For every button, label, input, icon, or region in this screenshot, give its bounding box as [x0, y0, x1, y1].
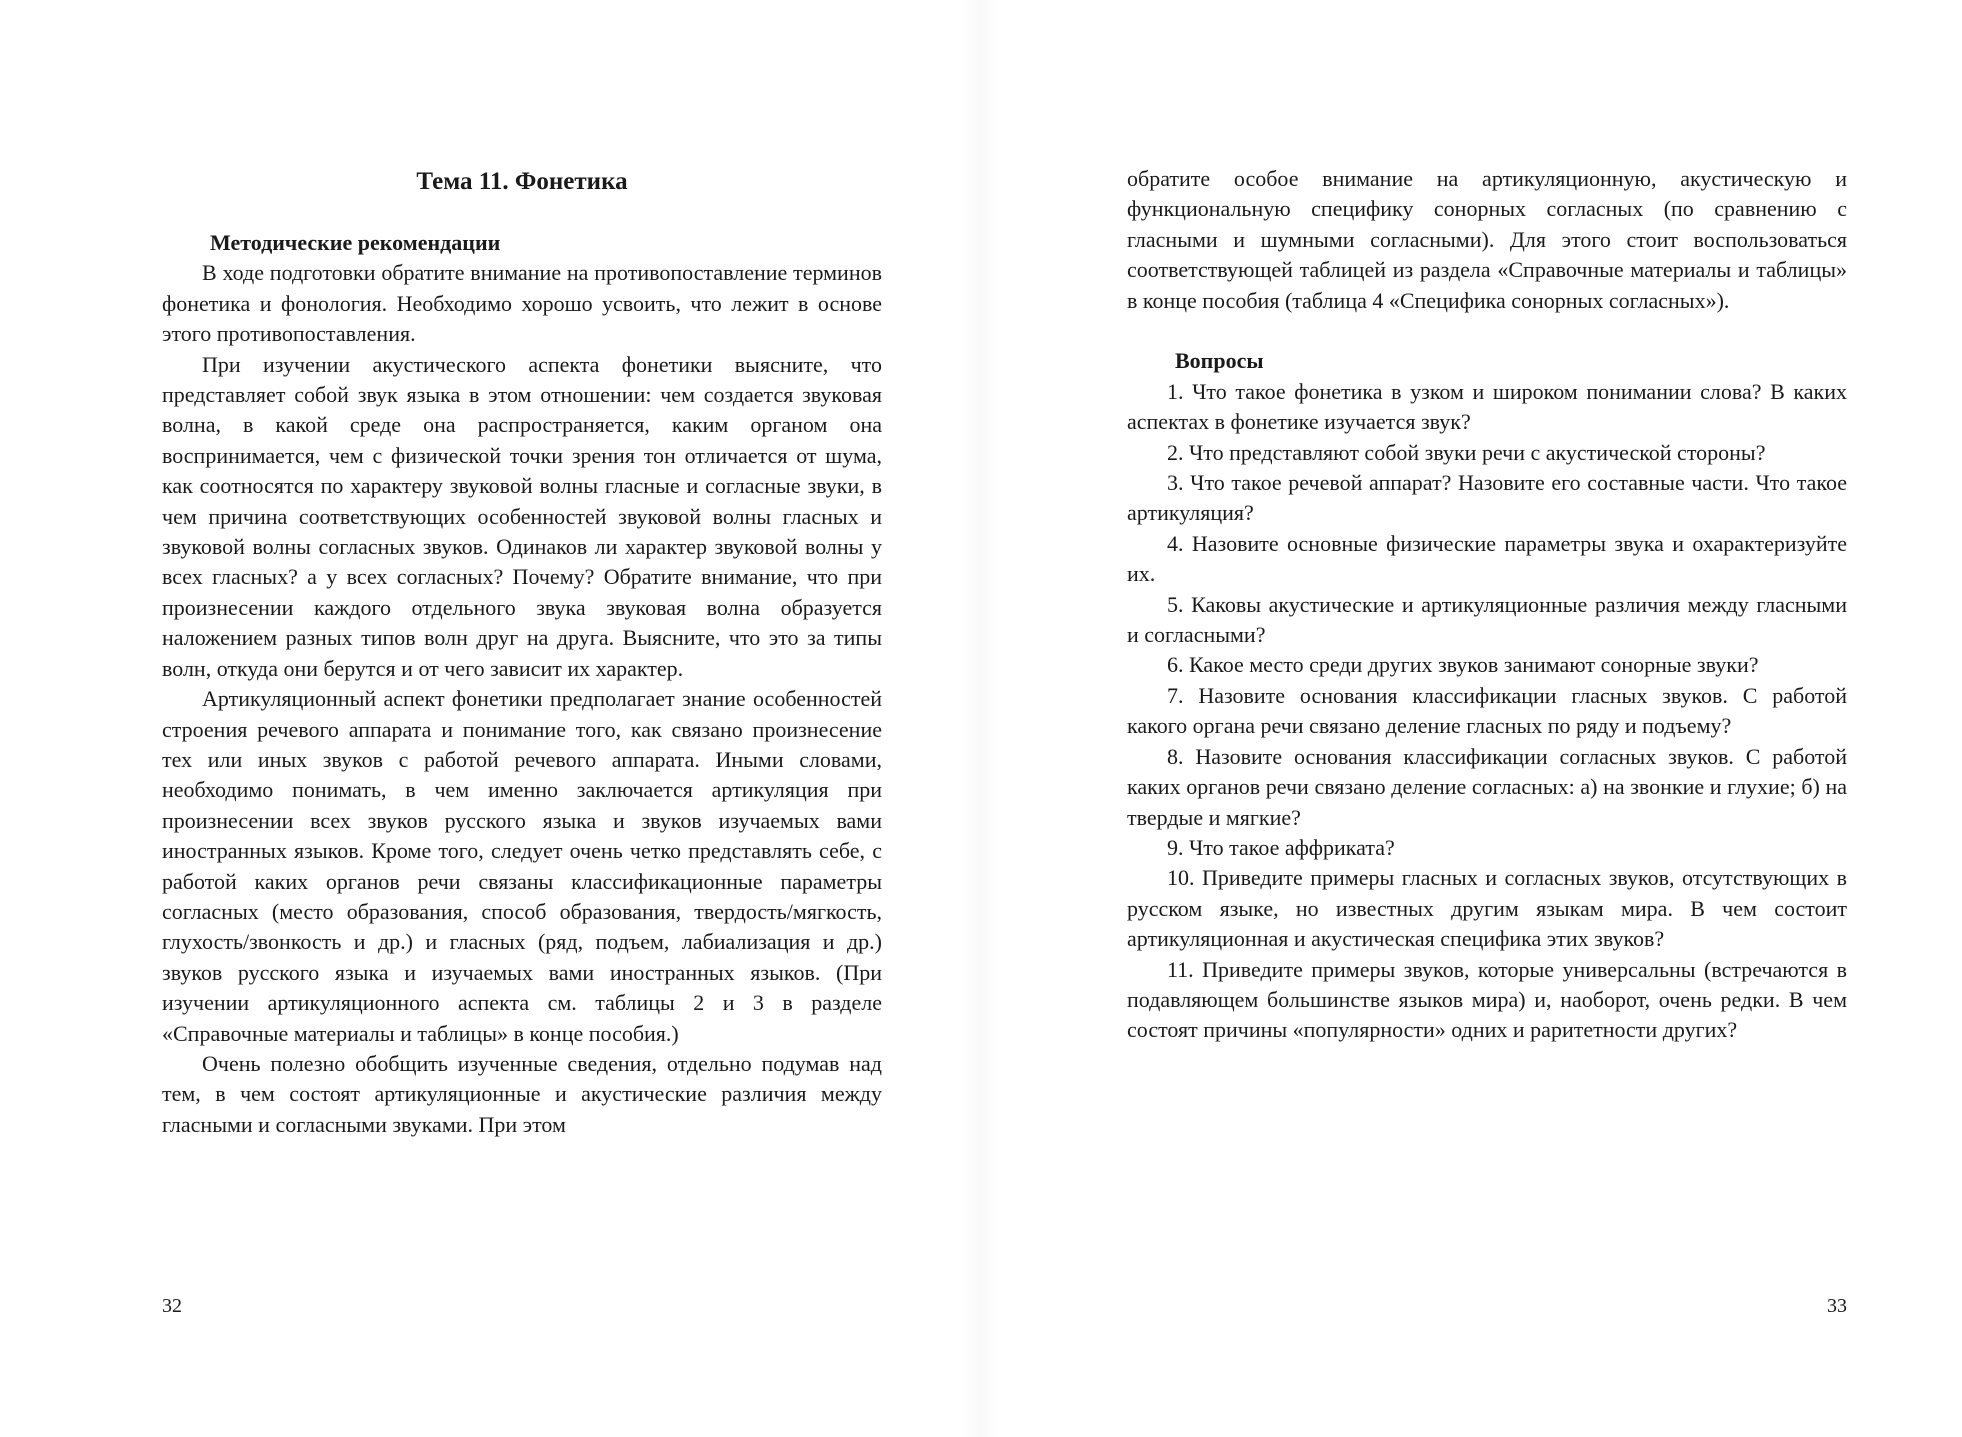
right-text-block [1127, 164, 1847, 1046]
question-item: 11. Приведите примеры звуков, которые универсальны (встречаются в подавляющем большинстве языков мира) и, наоборот, очень редки. В чем состоят причины «популярности» одних и раритетности других? [1127, 956, 1847, 1043]
question-item: 9. Что такое аффриката? [1167, 834, 1395, 860]
question-item: 8. Назовите основания классификации согласных звуков. С работой каких органов речи связано деление согласных: а) на звонкие и глухие; б) на твердые и мягкие? [1127, 743, 1847, 830]
paragraph-terms: В ходе подготовки обратите внимание на противопоставление терминов фонетика и фонология. Необходимо хорошо усвоить, что лежит в основе этого противопоставления. [162, 260, 882, 347]
paragraph-continuation: обратите особое внимание на артикуляционную, акустическую и функциональную специфику сонорных согласных (по сравнению с гласными и шумными согласными). Для этого стоит воспользоваться соответствующей таблицей из раздела «Справочные материалы и таблицы» в конце пособия (таблица 4 «Специфика сонорных согласных»). [1127, 166, 1847, 313]
section-spacer [1127, 316, 1847, 346]
left-text-block [162, 228, 882, 1140]
page-number-left: 32 [162, 1295, 182, 1317]
paragraph-acoustic-aspect: При изучении акустического аспекта фонетики выясните, что представляет собой звук языка в этом отношении: чем создается звуковая волна, в какой среде она распространяется, каким органом она воспринимается, чем с физической точки зрения тон отличается от шума, как соотносятся по характеру звуковой волны гласные и согласные звуки, в чем причина соответствующих особенностей звуковой волны гласных и звуковой волны согласных звуков. Одинаков ли характер звуковой волны у всех гласных? а у всех согласных? Почему? Обратите внимание, что при произнесении каждого отдельного звука звуковая волна образуется наложением разных типов волн друг на друга. Выясните, что это за типы волн, откуда они берутся и от чего зависит их характер. [162, 351, 882, 681]
right-page [981, 0, 1962, 1437]
page-number-right: 33 [1827, 1295, 1847, 1317]
methodical-recommendations-heading: Методические рекомендации [210, 230, 501, 255]
question-item: 5. Каковы акустические и артикуляционные различия между гласными и согласными? [1127, 591, 1847, 648]
question-item: 7. Назовите основания классификации гласных звуков. С работой какого органа речи связано деление гласных по ряду и подъему? [1127, 682, 1847, 739]
question-item: 6. Какое место среди других звуков занимают сонорные звуки? [1167, 652, 1759, 678]
question-item: 1. Что такое фонетика в узком и широком понимании слова? В каких аспектах в фонетике изучается звук? [1127, 378, 1847, 435]
question-item: 3. Что такое речевой аппарат? Назовите его составные части. Что такое артикуляция? [1127, 470, 1847, 526]
paragraph-summary: Очень полезно обобщить изученные сведения, отдельно подумав над тем, в чем состоят артикуляционные и акустические различия между гласными и согласными звуками. При этом [162, 1050, 882, 1137]
question-item: 2. Что представляют собой звуки речи с акустической стороны? [1167, 439, 1766, 465]
question-item: 10. Приведите примеры гласных и согласных звуков, отсутствующих в русском языке, но известных другим языкам мира. В чем состоит артикуляционная и акустическая специфика этих звуков? [1127, 865, 1847, 952]
topic-title: Тема 11. Фонетика [416, 168, 628, 195]
question-item: 4. Назовите основные физические параметры звука и охарактеризуйте их. [1127, 530, 1847, 587]
questions-heading: Вопросы [1175, 348, 1264, 374]
paragraph-articulatory-aspect: Артикуляционный аспект фонетики предполагает знание особенностей строения речевого аппарата и понимание того, как связано произнесение тех или иных звуков с работой речевого аппарата. Иными словами, необходимо понимать, в чем именно заключается артикуляция при произнесении всех звуков русского языка и звуков изучаемых вами иностранных языков. Кроме того, следует очень четко представлять себе, с работой каких органов речи связаны классификационные параметры согласных (место образования, способ образования, твердость/мягкость, глухость/звонкость и др.) и гласных (ряд, подъем, лабиализация и др.) звуков русского языка и изучаемых вами иностранных языков. (При изучении артикуляционного аспекта см. таблицы 2 и 3 в разделе «Справочные материалы и таблицы» в конце пособия.) [162, 686, 882, 1046]
